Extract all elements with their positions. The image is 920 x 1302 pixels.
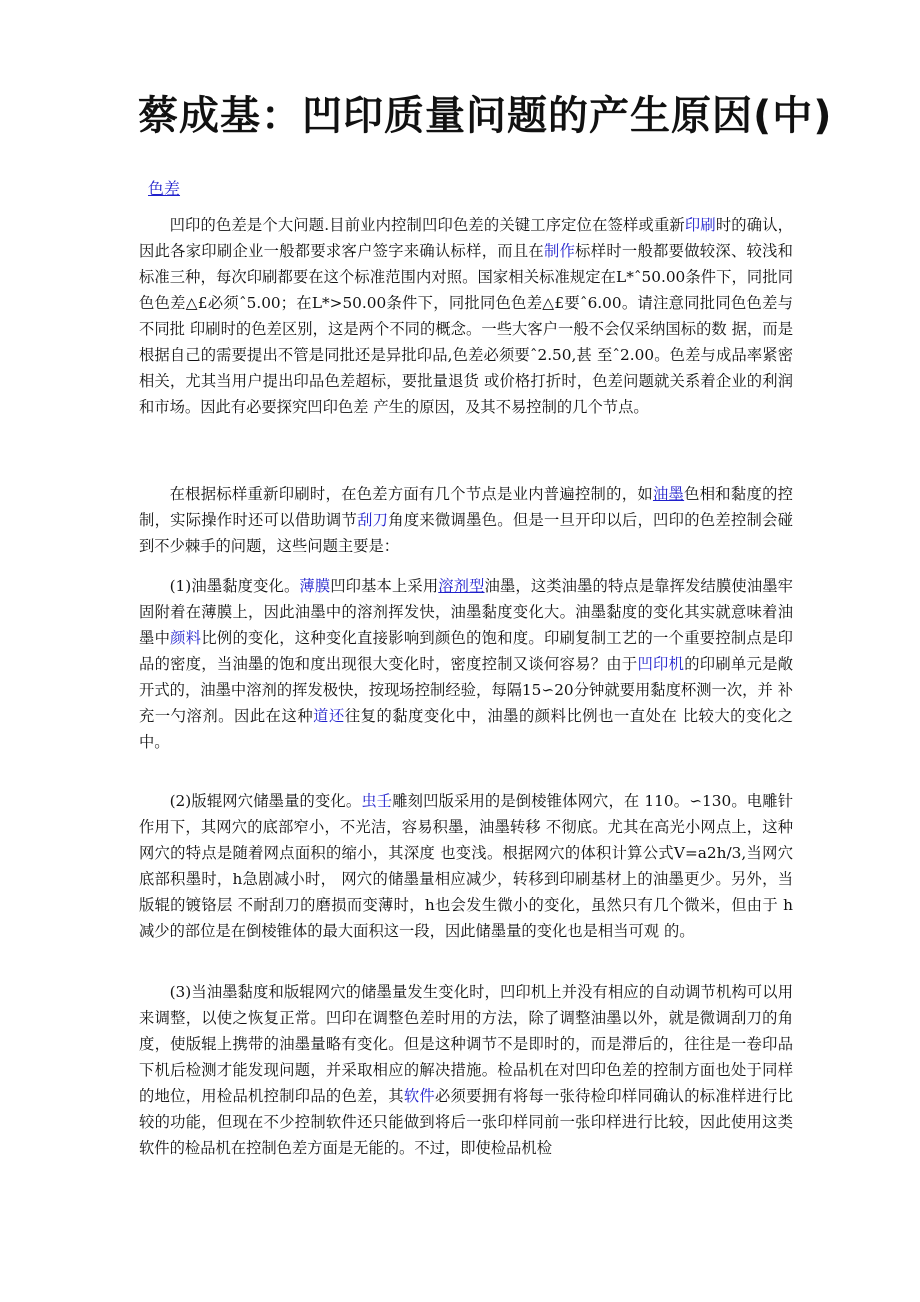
paragraph-text: (1)油墨黏度变化。	[169, 577, 300, 595]
link-film[interactable]: 薄膜	[299, 577, 331, 595]
link-pigment[interactable]: 颜料	[170, 629, 202, 647]
paragraph-ink-viscosity	[139, 573, 793, 755]
paragraph-text: 比例的变化，这种变化直接影响到颜色的饱和度。印刷复制工艺的一个重要控制点是印品的密度，当油墨的饱和度出现很大变化时，密度控制又谈何容易？由于	[139, 629, 793, 673]
paragraph-text: 在根据标样重新印刷时，在色差方面有几个节点是业内普遍控制的，如	[169, 485, 653, 503]
link-electronic[interactable]: 虫壬	[361, 792, 393, 810]
paragraph-text: 时的确认，因此各家印刷企业一般都要求客户签字来确认标样，而且在	[139, 216, 793, 260]
paragraph-text: 标样时一般都要做较深、较浅和标准三种，每次印刷都要在这个标准范围内对照。国家相关标准规定在L*ˆ50.00条件下，同批同色色差△£必须ˆ5.00；在L*>50.00条件下，同批同色色差△£要ˆ6.00。请注意同批同色色差与不同批 印刷时的色差区别，这是两个不同的概念。一些大客户一般不会仅采纳国标的数 据，而是根据自己的需要提出不管是同批还是异批印品,色差必须要ˆ2.50,甚 至ˆ2.00。色差与成品率紧密相关，尤其当用户提出印品色差超标，要批量退货 或价格打折时，色差问题就关系着企业的利润和市场。因此有必要探究凹印色差 产生的原因，及其不易控制的几个节点。	[139, 242, 793, 416]
link-software[interactable]: 软件	[403, 1087, 435, 1105]
paragraph-text: 的印刷单元是敞开式的，油墨中溶剂的挥发极快，按现场控制经验，每隔15∽20分钟就要用黏度杯测一次，并 补充一勺溶剂。因此在这种	[139, 655, 793, 725]
paragraph-text: 雕刻凹版采用的是倒棱锥体网穴，在 110。∽130。电雕针作用下，其网穴的底部窄小，不光洁，容易积墨，油墨转移 不彻底。尤其在高光小网点上，这种网穴的特点是随着网点面积的缩小，其深度 也变浅。根据网穴的体积计算公式V=a2h/3,当网穴底部积墨时，h急剧减小时， 网穴的储墨量相应减少，转移到印刷基材上的油墨更少。另外，当版辊的镀铬层 不耐刮刀的磨损而变薄时，h也会发生微小的变化，虽然只有几个微米，但由于 h减少的部位是在倒棱锥体的最大面积这一段，因此储墨量的变化也是相当可观 的。	[139, 792, 793, 940]
link-printing[interactable]: 印刷	[684, 216, 716, 234]
page-title: 蔡成基：凹印质量问题的产生原因(中)	[138, 93, 833, 139]
paragraph-intro	[139, 212, 793, 420]
paragraph-text: 油墨，这类油墨的特点是靠挥发结膜使油墨牢固附着在薄膜上，因此油墨中的溶剂挥发快，油墨黏度变化大。油墨黏度的变化其实就意味着油墨中	[139, 577, 793, 647]
paragraph-text: 色相和黏度的控制，实际操作时还可以借助调节	[139, 485, 793, 529]
link-solvent-based[interactable]: 溶剂型	[438, 577, 485, 595]
link-doctor-blade[interactable]: 刮刀	[357, 511, 389, 529]
paragraph-text: 凹印的色差是个大问题.目前业内控制凹印色差的关键工序定位在签样或重新	[169, 216, 685, 234]
link-daohuan[interactable]: 道还	[313, 707, 345, 725]
paragraph-text: (2)版辊网穴储墨量的变化。	[169, 792, 362, 810]
link-gravure-press[interactable]: 凹印机	[637, 655, 685, 673]
link-production[interactable]: 制作	[544, 242, 576, 260]
paragraph-adjustment	[139, 979, 793, 1161]
link-ink[interactable]: 油墨	[652, 485, 685, 503]
section-link-color-difference[interactable]: 色差	[148, 179, 181, 198]
paragraph-text: 角度来微调墨色。但是一旦开印以后，凹印的色差控制会碰到不少棘手的问题，这些问题主要是：	[139, 511, 793, 555]
paragraph-text: 必须要拥有将每一张待检印样同确认的标准样进行比较的功能，但现在不少控制软件还只能做到将后一张印样同前一张印样进行比较，因此使用这类软件的检品机在控制色差方面是无能的。不过，即使检品机检	[139, 1087, 793, 1157]
paragraph-cell-volume	[139, 788, 793, 944]
paragraph-control-points	[139, 481, 793, 559]
paragraph-text: (3)当油墨黏度和版辊网穴的储墨量发生变化时，凹印机上并没有相应的自动调节机构可以用来调整，以使之恢复正常。凹印在调整色差时用的方法，除了调整油墨以外，就是微调刮刀的角度，使版辊上携带的油墨量略有变化。但是这种调节不是即时的，而是滞后的，往往是一卷印品下机后检测才能发现问题，并采取相应的解决措施。检品机在对凹印色差的控制方面也处于同样的地位，用检品机控制印品的色差，其	[139, 983, 793, 1105]
paragraph-text: 往复的黏度变化中，油墨的颜料比例也一直处在 比较大的变化之中。	[139, 707, 793, 751]
paragraph-text: 凹印基本上采用	[330, 577, 439, 595]
